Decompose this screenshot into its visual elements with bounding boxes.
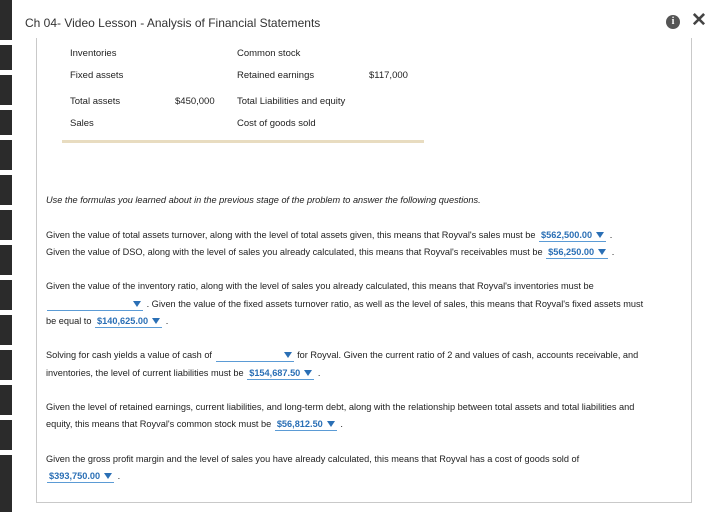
info-icon[interactable]: i (666, 15, 680, 29)
left-strip (0, 0, 12, 512)
chevron-down-icon (596, 232, 604, 238)
label-total-liabilities-equity: Total Liabilities and equity (237, 96, 346, 107)
question-receivables: Given the value of DSO, along with the level of sales you already calculated, this means that Royval's receivables must be $56,250.00 . (46, 247, 615, 257)
sales-dropdown[interactable]: $562,500.00 (539, 229, 606, 242)
question-fixed-assets-value: be equal to $140,625.00 . (46, 316, 169, 326)
inventories-dropdown[interactable] (47, 298, 143, 311)
table-divider (62, 140, 424, 143)
question-fixed-assets: . Given the value of the fixed assets turnover ratio, as well as the level of sales, this means that Royval's fixed assets must (46, 296, 643, 313)
label-cogs: Cost of goods sold (237, 118, 316, 129)
chevron-down-icon (284, 352, 292, 358)
chevron-down-icon (598, 249, 606, 255)
question-cash: Solving for cash yields a value of cash of for Royval. Given the current ratio of 2 and values of cash, accounts receivable, and (46, 347, 638, 364)
chevron-down-icon (133, 301, 141, 307)
cogs-dropdown[interactable]: $393,750.00 (47, 470, 114, 483)
chevron-down-icon (327, 421, 335, 427)
chevron-down-icon (304, 370, 312, 376)
label-common-stock: Common stock (237, 48, 301, 59)
label-fixed-assets: Fixed assets (70, 70, 124, 81)
question-current-liabilities: inventories, the level of current liabilities must be $154,687.50 . (46, 368, 321, 378)
close-icon[interactable]: ✕ (691, 10, 707, 31)
question-inventories-text: Given the value of the inventory ratio, along with the level of sales you already calculated, this means that Royval's inventories must be (46, 281, 594, 291)
value-total-assets: $450,000 (175, 96, 215, 107)
fixed-assets-dropdown[interactable]: $140,625.00 (95, 315, 162, 328)
value-retained-earnings: $117,000 (369, 70, 408, 81)
question-common-stock: equity, this means that Royval's common stock must be $56,812.50 . (46, 419, 343, 429)
question-cogs-text: Given the gross profit margin and the level of sales you have already calculated, this means that Royval has a cost of goods sold of (46, 454, 580, 464)
label-total-assets: Total assets (70, 96, 121, 107)
window-title: Ch 04- Video Lesson - Analysis of Financial Statements (25, 16, 321, 30)
chevron-down-icon (152, 318, 160, 324)
question-cogs: $393,750.00 . (49, 471, 121, 481)
label-retained-earnings: Retained earnings (237, 70, 315, 81)
cash-dropdown[interactable] (216, 349, 294, 362)
instructions: Use the formulas you learned about in the previous stage of the problem to answer the following questions. (46, 195, 481, 205)
common-stock-dropdown[interactable]: $56,812.50 (275, 418, 337, 431)
chevron-down-icon (104, 473, 112, 479)
question-sales: Given the value of total assets turnover, along with the level of total assets given, this means that Royval's sales must be $562,500.00 . (46, 230, 613, 240)
current-liabilities-dropdown[interactable]: $154,687.50 (247, 367, 314, 380)
label-sales: Sales (70, 118, 94, 129)
receivables-dropdown[interactable]: $56,250.00 (546, 246, 608, 259)
question-common-stock-text: Given the level of retained earnings, current liabilities, and long-term debt, along with the relationship between total assets and total liabilities and (46, 402, 635, 412)
label-inventories: Inventories (70, 48, 117, 59)
content-panel (36, 38, 692, 503)
